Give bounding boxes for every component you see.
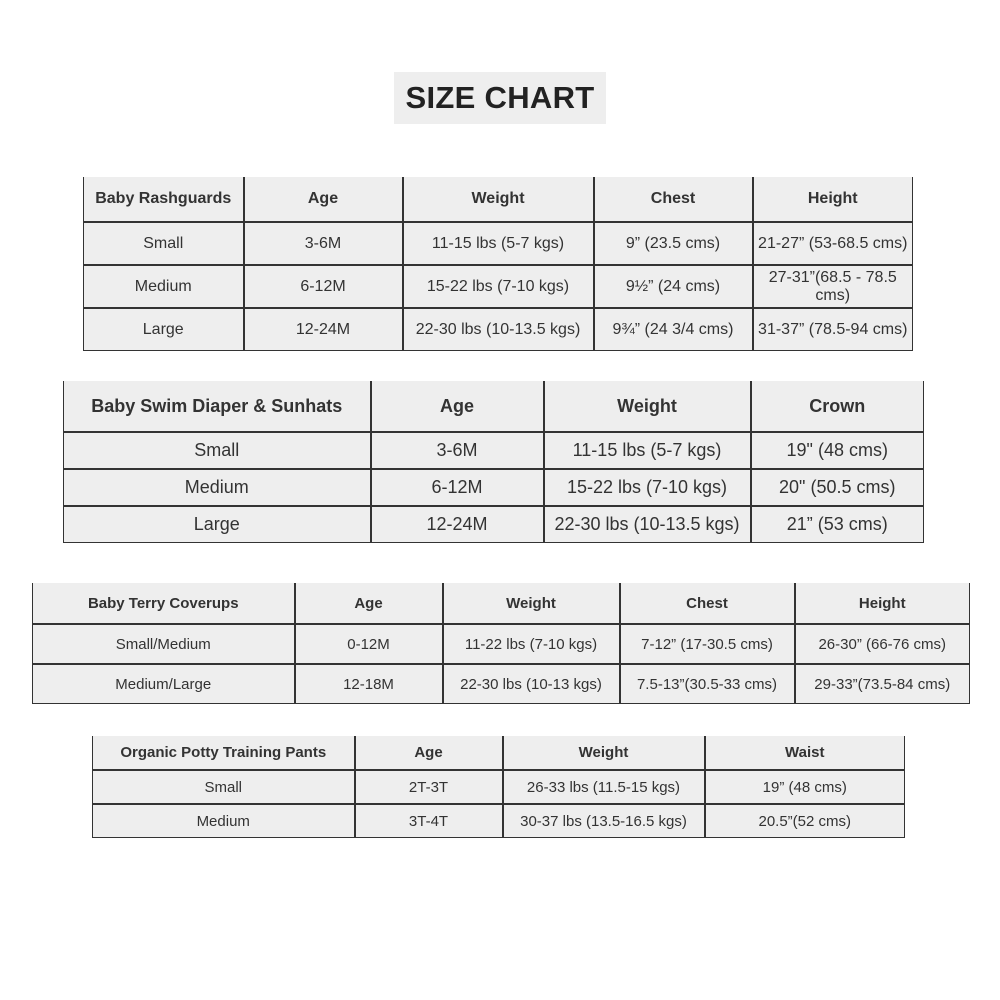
- table-row: [93, 770, 905, 804]
- header-weight: Weight: [503, 736, 705, 770]
- height-cell: 31-37” (78.5-94 cms): [753, 308, 913, 351]
- weight-cell: 22-30 lbs (10-13 kgs): [443, 664, 620, 704]
- header-chest: Chest: [620, 583, 795, 624]
- table-header-row: [84, 177, 913, 222]
- weight-cell: 22-30 lbs (10-13.5 kgs): [544, 506, 751, 543]
- table-header-row: [33, 583, 970, 624]
- header-age: Age: [244, 177, 403, 222]
- potty-training-pants-table: [92, 736, 905, 838]
- header-age: Age: [371, 381, 544, 432]
- table-header-row: [64, 381, 924, 432]
- table-row: [93, 804, 905, 838]
- age-cell: 3-6M: [371, 432, 544, 469]
- age-cell: 2T-3T: [355, 770, 503, 804]
- crown-cell: 19" (48 cms): [751, 432, 924, 469]
- weight-cell: 11-15 lbs (5-7 kgs): [403, 222, 594, 265]
- age-cell: 12-24M: [371, 506, 544, 543]
- chest-cell: 7-12” (17-30.5 cms): [620, 624, 795, 664]
- header-age: Age: [295, 583, 443, 624]
- waist-cell: 20.5”(52 cms): [705, 804, 905, 838]
- header-chest: Chest: [594, 177, 753, 222]
- age-cell: 6-12M: [371, 469, 544, 506]
- size-cell: Large: [64, 506, 371, 543]
- header-product: Baby Rashguards: [84, 177, 244, 222]
- header-crown: Crown: [751, 381, 924, 432]
- header-weight: Weight: [544, 381, 751, 432]
- terry-coverups-table: [32, 583, 970, 704]
- swim-diaper-sunhats-table: [63, 381, 924, 543]
- age-cell: 0-12M: [295, 624, 443, 664]
- header-product: Organic Potty Training Pants: [93, 736, 355, 770]
- weight-cell: 22-30 lbs (10-13.5 kgs): [403, 308, 594, 351]
- table-row: [33, 664, 970, 704]
- header-weight: Weight: [403, 177, 594, 222]
- weight-cell: 15-22 lbs (7-10 kgs): [403, 265, 594, 308]
- chest-cell: 9¾” (24 3/4 cms): [594, 308, 753, 351]
- weight-cell: 11-22 lbs (7-10 kgs): [443, 624, 620, 664]
- crown-cell: 20" (50.5 cms): [751, 469, 924, 506]
- table-row: [64, 432, 924, 469]
- table-row: [84, 222, 913, 265]
- crown-cell: 21” (53 cms): [751, 506, 924, 543]
- waist-cell: 19” (48 cms): [705, 770, 905, 804]
- height-cell: 26-30” (66-76 cms): [795, 624, 970, 664]
- chest-cell: 9½” (24 cms): [594, 265, 753, 308]
- header-age: Age: [355, 736, 503, 770]
- header-product: Baby Swim Diaper & Sunhats: [64, 381, 371, 432]
- size-cell: Small/Medium: [33, 624, 295, 664]
- size-cell: Small: [93, 770, 355, 804]
- size-cell: Medium: [64, 469, 371, 506]
- height-cell: 29-33”(73.5-84 cms): [795, 664, 970, 704]
- size-cell: Small: [64, 432, 371, 469]
- chest-cell: 7.5-13”(30.5-33 cms): [620, 664, 795, 704]
- weight-cell: 26-33 lbs (11.5-15 kgs): [503, 770, 705, 804]
- header-product: Baby Terry Coverups: [33, 583, 295, 624]
- age-cell: 3T-4T: [355, 804, 503, 838]
- table-row: [33, 624, 970, 664]
- header-weight: Weight: [443, 583, 620, 624]
- age-cell: 6-12M: [244, 265, 403, 308]
- page-title: SIZE CHART: [394, 72, 606, 124]
- baby-rashguards-table: [83, 177, 913, 351]
- table-row: [84, 265, 913, 308]
- size-cell: Medium: [84, 265, 244, 308]
- age-cell: 12-18M: [295, 664, 443, 704]
- header-height: Height: [753, 177, 913, 222]
- table-row: [64, 469, 924, 506]
- table-header-row: [93, 736, 905, 770]
- height-cell: 27-31”(68.5 - 78.5 cms): [753, 265, 913, 308]
- table-row: [64, 506, 924, 543]
- age-cell: 3-6M: [244, 222, 403, 265]
- header-waist: Waist: [705, 736, 905, 770]
- age-cell: 12-24M: [244, 308, 403, 351]
- weight-cell: 30-37 lbs (13.5-16.5 kgs): [503, 804, 705, 838]
- header-height: Height: [795, 583, 970, 624]
- size-cell: Large: [84, 308, 244, 351]
- size-cell: Medium: [93, 804, 355, 838]
- height-cell: 21-27” (53-68.5 cms): [753, 222, 913, 265]
- size-cell: Medium/Large: [33, 664, 295, 704]
- weight-cell: 15-22 lbs (7-10 kgs): [544, 469, 751, 506]
- chest-cell: 9” (23.5 cms): [594, 222, 753, 265]
- weight-cell: 11-15 lbs (5-7 kgs): [544, 432, 751, 469]
- table-row: [84, 308, 913, 351]
- size-cell: Small: [84, 222, 244, 265]
